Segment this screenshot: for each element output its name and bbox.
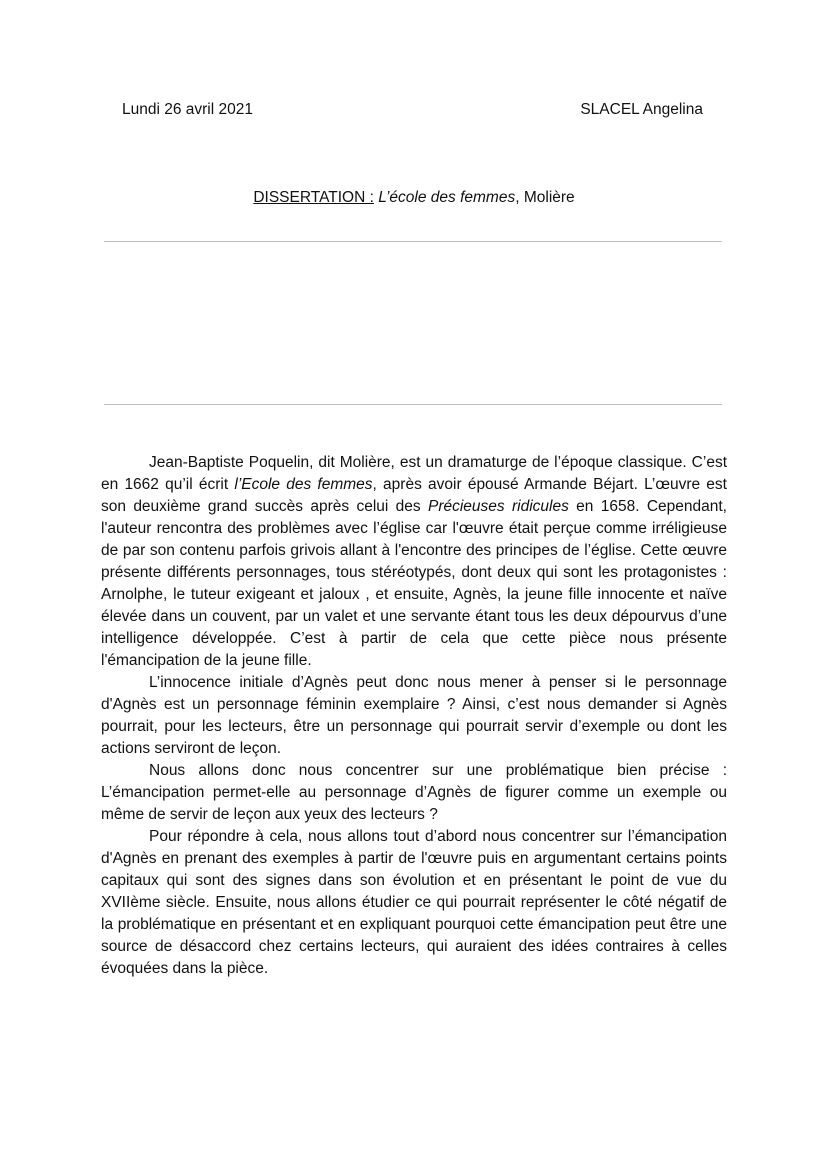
header-author: SLACEL Angelina [580, 101, 703, 118]
title-work: L’école des femmes [378, 189, 516, 206]
paragraph-introduction [101, 452, 727, 672]
title-author: Molière [523, 189, 575, 206]
paragraph-problematique: Nous allons donc nous concentrer sur une problématique bien précise : L’émancipation permet-elle au personnage d’Agnès de figurer comme un exemple ou même de servir de leçon aux yeux des lecteurs ? [101, 762, 727, 823]
horizontal-rule-bottom [104, 404, 722, 405]
header-date: Lundi 26 avril 2021 [122, 101, 253, 118]
document-title [0, 188, 828, 208]
title-label: DISSERTATION : [253, 189, 374, 206]
paragraph-plan: Pour répondre à cela, nous allons tout d’abord nous concentrer sur l’émancipation d'Agnès en prenant des exemples à partir de l'œuvre puis en argumentant certains points capitaux qui sont des signes dans son évolution et en présentant le point de vue du XVIIème siècle. Ensuite, nous allons étudier ce qui pourrait représenter le côté négatif de la problématique en présentant et en expliquant pourquoi cette émancipation peut être une source de désaccord chez certains lecteurs, qui auraient des idées contraires à celles évoquées dans la pièce. [101, 828, 727, 977]
body-text [101, 452, 727, 980]
horizontal-rule-top [104, 241, 722, 242]
italic-work-title: l’Ecole des femmes [234, 476, 373, 493]
title-separator: , [515, 189, 524, 206]
paragraph-text: , après avoir épousé Armande Béjart. L’œuvre est son deuxième grand succès après celui des [101, 476, 727, 515]
paragraph-text: Jean-Baptiste Poquelin, dit Molière, est un dramaturge de l’époque classique. C’est en 1662 qu’il écrit [101, 454, 727, 493]
italic-work-title: Précieuses ridicules [427, 498, 569, 515]
paragraph-text: en 1658. Cependant, l'auteur rencontra des problèmes avec l’église car l'œuvre était perçue comme irréligieuse de par son contenu parfois grivois allant à l'encontre des principes de l’église. Cette œuvre présente différents personnages, tous stéréotypés, dont deux qui sont les protagonistes : Arnolphe, le tuteur exigeant et jaloux , et ensuite, Agnès, la jeune fille innocente et naïve élevée dans un couvent, par un valet et une servante étant tous les deux dépourvus d’une intelligence développée. C’est à partir de cela que cette pièce nous présente l'émancipation de la jeune fille. [101, 498, 727, 669]
paragraph-question: L’innocence initiale d’Agnès peut donc nous mener à penser si le personnage d'Agnès est un personnage féminin exemplaire ? Ainsi, c’est nous demander si Agnès pourrait, pour les lecteurs, être un personnage qui pourrait servir d’exemple ou dont les actions serviront de leçon. [101, 674, 727, 757]
